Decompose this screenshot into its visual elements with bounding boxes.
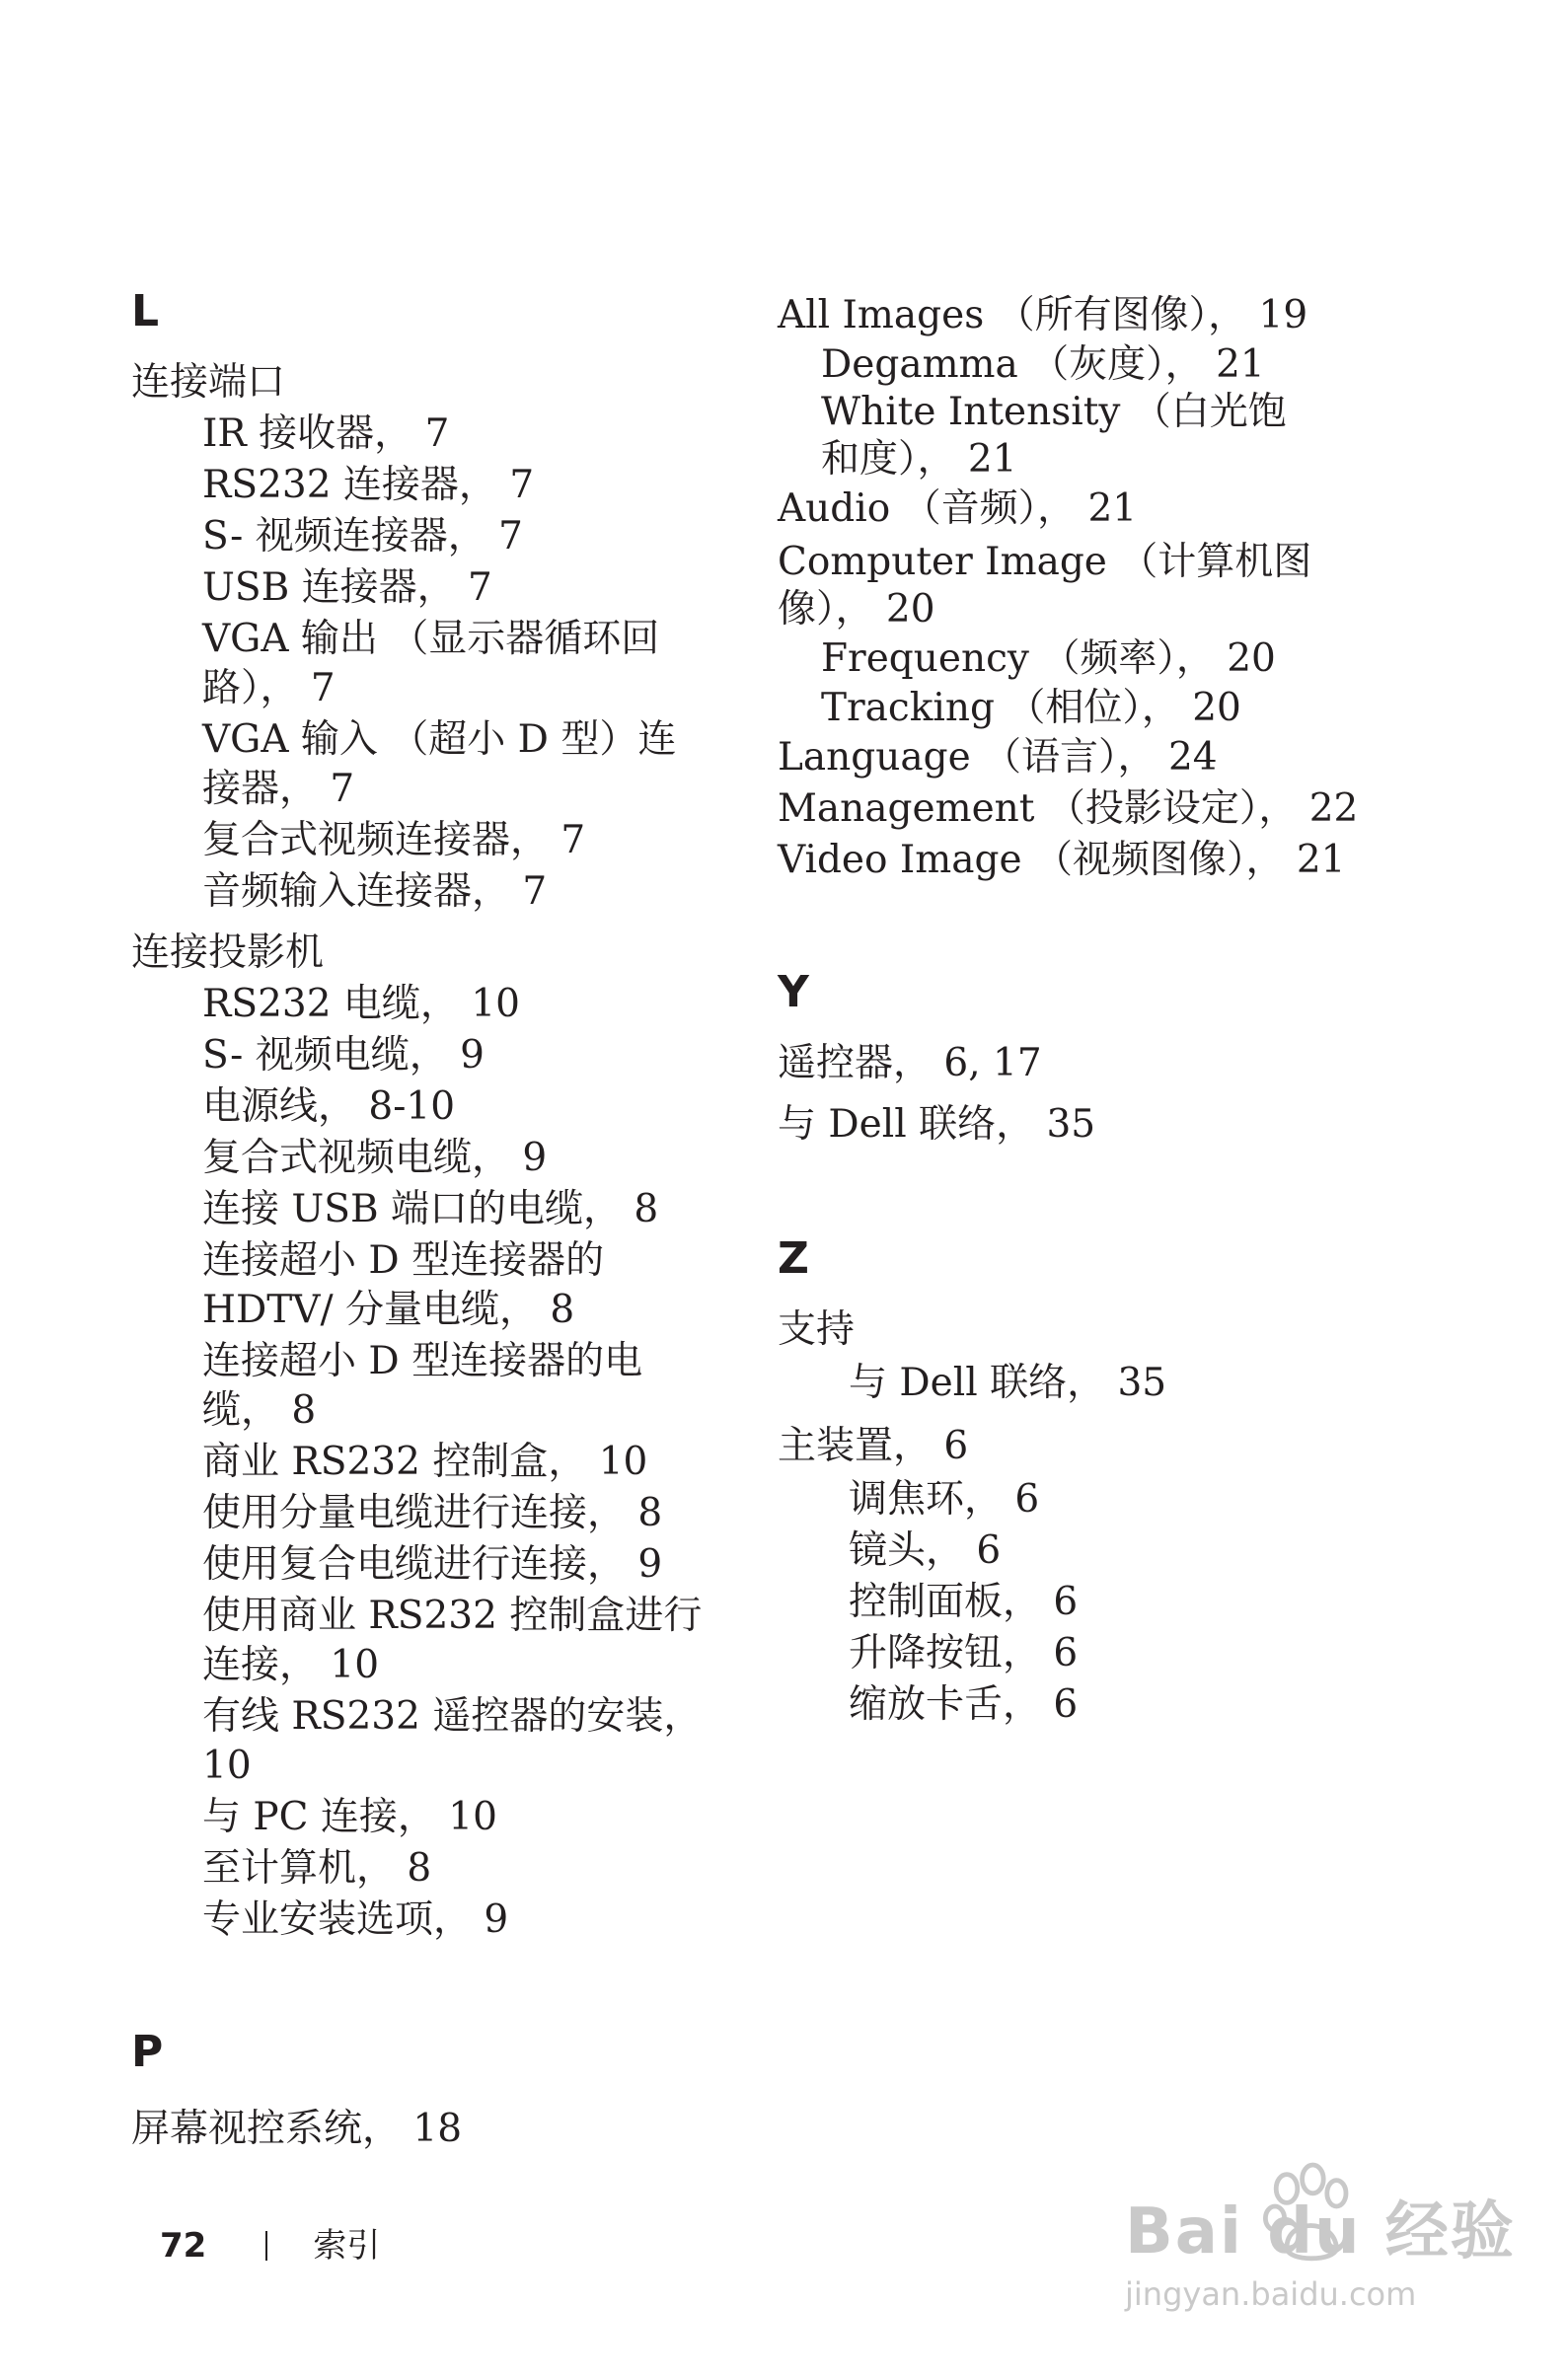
page-footer (160, 2224, 380, 2268)
index-subentry: 与 Dell 联络， 35 (849, 1361, 1167, 1405)
section-heading-p: P (131, 2027, 164, 2077)
index-subentry: USB 连接器， 7 (202, 565, 492, 610)
section-heading-l: L (131, 286, 160, 336)
index-subsubentry: White Intensity （白光饱 (821, 390, 1287, 434)
index-subentry: 使用商业 RS232 控制盒进行 (202, 1594, 703, 1638)
index-subentry-continued: 连接， 10 (202, 1643, 380, 1687)
index-subsubentry-continued: 和度）， 21 (821, 437, 1017, 482)
index-entry: 屏幕视控系统， 18 (131, 2107, 463, 2151)
index-subentry: IR 接收器， 7 (202, 411, 450, 456)
index-subentry: 使用分量电缆进行连接， 8 (202, 1491, 663, 1535)
section-heading-z: Z (778, 1233, 809, 1284)
footer-separator (265, 2231, 267, 2261)
index-subentry-continued: 接器， 7 (202, 767, 355, 811)
index-entry: 支持 (778, 1307, 856, 1352)
index-subentry: 有线 RS232 遥控器的安装， (202, 1694, 703, 1739)
index-subentry: All Images （所有图像）， 19 (778, 293, 1308, 337)
index-subentry-continued: 10 (202, 1744, 252, 1788)
index-subentry: 商业 RS232 控制盒， 10 (202, 1440, 648, 1484)
index-subentry: 与 PC 连接， 10 (202, 1795, 497, 1839)
index-subentry: Video Image （视频图像）， 21 (778, 838, 1346, 882)
index-subentry: 缩放卡舌， 6 (849, 1682, 1079, 1727)
index-entry: 连接投影机 (131, 930, 325, 975)
index-subentry-continued: HDTV/ 分量电缆， 8 (202, 1288, 575, 1332)
index-subentry: 音频输入连接器， 7 (202, 869, 548, 914)
index-subsubentry: Frequency （频率）， 20 (821, 636, 1276, 681)
index-entry: 连接端口 (131, 360, 286, 405)
index-subentry: VGA 输入 （超小 D 型）连 (202, 717, 677, 762)
index-subentry: 升降按钮， 6 (849, 1631, 1079, 1675)
index-subentry-continued: 路）， 7 (202, 666, 336, 710)
index-subentry: RS232 连接器， 7 (202, 463, 535, 507)
index-subentry: 复合式视频连接器， 7 (202, 818, 586, 862)
index-subsubentry: Tracking （相位）， 20 (821, 686, 1241, 730)
index-subentry: Computer Image （计算机图 (778, 540, 1312, 584)
index-subentry: 专业安装选项， 9 (202, 1897, 509, 1942)
index-subentry: 控制面板， 6 (849, 1580, 1079, 1624)
index-entry: 主装置， 6 (778, 1424, 969, 1468)
index-subentry: 电源线， 8-10 (202, 1084, 456, 1129)
index-subentry: Management （投影设定）， 22 (778, 786, 1359, 831)
page-number: 72 (160, 2226, 207, 2266)
index-subentry: Language （语言）， 24 (778, 735, 1218, 780)
index-subentry: 连接 USB 端口的电缆， 8 (202, 1187, 659, 1231)
index-subentry-continued: 像）， 20 (778, 587, 935, 632)
index-subentry: 使用复合电缆进行连接， 9 (202, 1542, 663, 1587)
index-subentry: Audio （音频）， 21 (778, 486, 1138, 531)
baidu-watermark (1125, 2161, 1520, 2358)
index-subentry-continued: 缆， 8 (202, 1388, 317, 1433)
index-subentry: 复合式视频电缆， 9 (202, 1136, 548, 1180)
watermark-logo: Bai du 经验 (1125, 2195, 1516, 2268)
index-subentry: VGA 输出 （显示器循环回 (202, 617, 660, 661)
index-subentry: S- 视频电缆， 9 (202, 1033, 485, 1078)
watermark-url: jingyan.baidu.com (1125, 2275, 1417, 2313)
index-entry: 遥控器， 6, 17 (778, 1041, 1042, 1085)
footer-section-title: 索引 (313, 2226, 381, 2266)
index-subentry: 调焦环， 6 (849, 1477, 1040, 1522)
index-subentry: 连接超小 D 型连接器的电 (202, 1339, 643, 1383)
index-subentry: RS232 电缆， 10 (202, 982, 520, 1026)
index-subentry: S- 视频连接器， 7 (202, 514, 523, 558)
index-subentry: 连接超小 D 型连接器的 (202, 1238, 605, 1283)
index-subsubentry: Degamma （灰度）， 21 (821, 342, 1265, 387)
index-subentry: 至计算机， 8 (202, 1846, 432, 1891)
index-entry: 与 Dell 联络， 35 (778, 1102, 1096, 1147)
index-subentry: 镜头， 6 (849, 1528, 1002, 1573)
section-heading-y: Y (778, 967, 809, 1017)
